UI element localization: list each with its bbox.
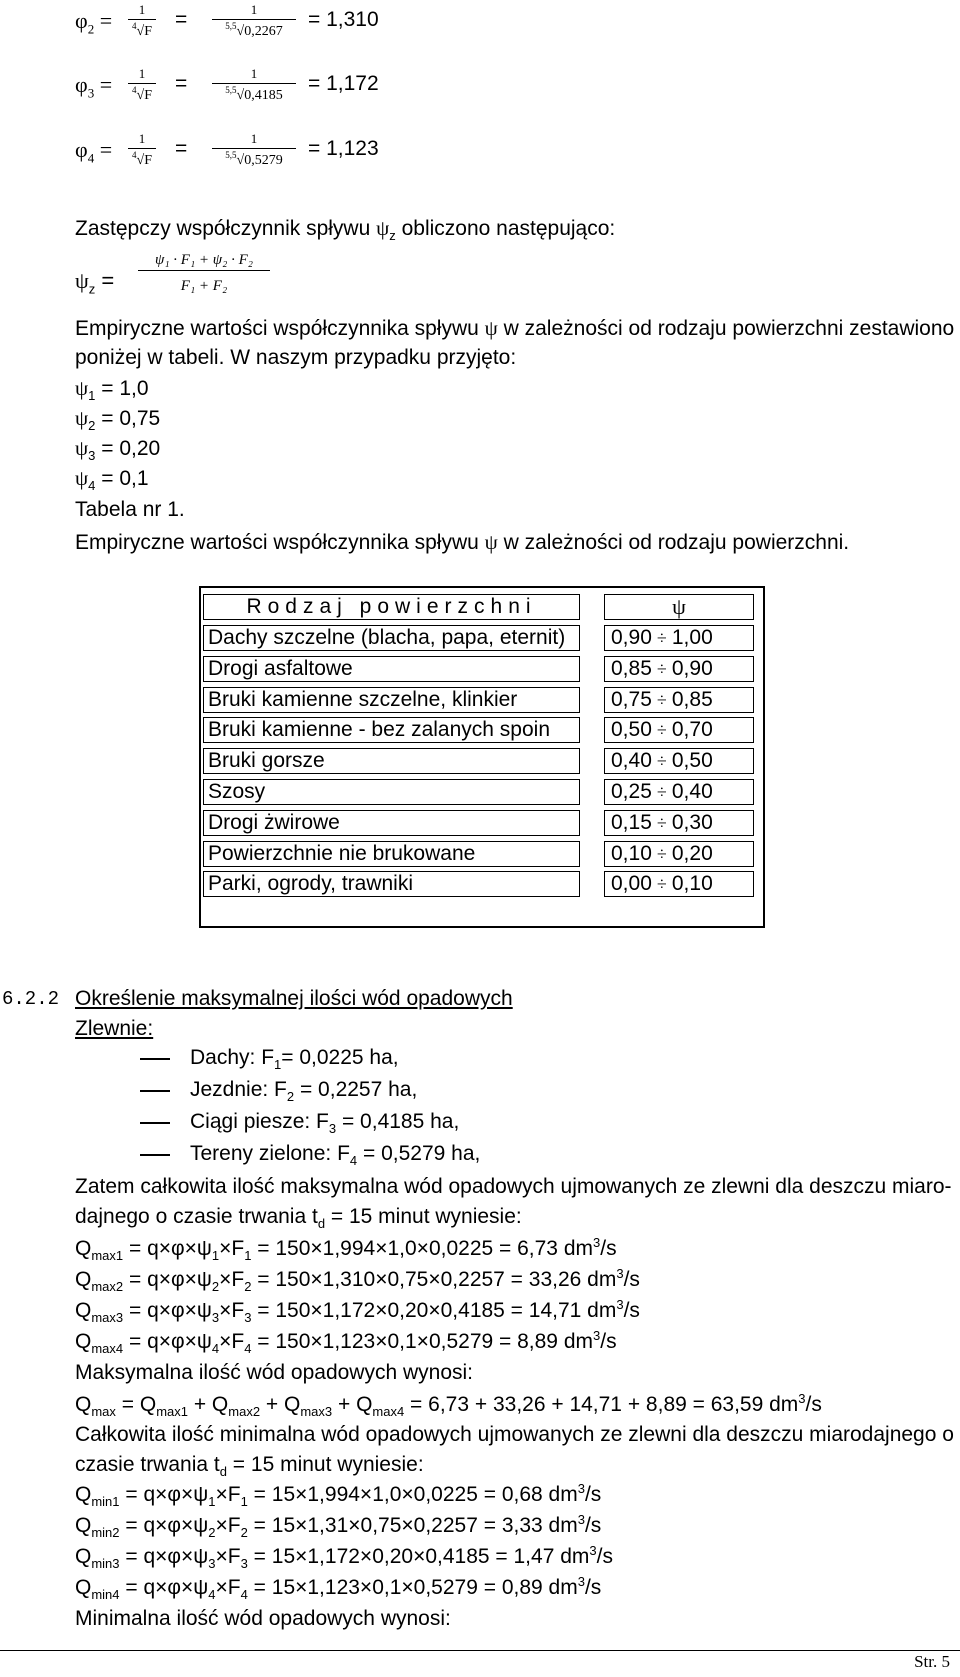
- divide-sign: ÷: [656, 782, 667, 802]
- psi-max: 0,30: [671, 810, 713, 834]
- zlewnia-item: Jezdnie: $F_2 = 0,2257$ ha,: [190, 1078, 418, 1105]
- psi-value-3: $\psi_3 = 0,20$: [75, 436, 161, 464]
- psi-min: 0,50: [611, 718, 652, 742]
- divide-sign: ÷: [656, 751, 667, 772]
- psi-range-cell: [604, 687, 754, 713]
- divide-sign: ÷: [656, 658, 667, 679]
- surface-type-cell: Bruki gorsze: [203, 748, 580, 774]
- paragraph-line: dajnego o czasie trwania $t_d = 15$ minut wyniesie:: [75, 1205, 522, 1232]
- fraction-right: $\frac{1}{^{5,5}√0,2267}$: [212, 2, 296, 40]
- fraction-left: $\frac{1}{^4√F}$: [128, 66, 156, 104]
- section-title: Określenie maksymalnej ilości wód opadowych: [75, 987, 513, 1010]
- surface-type-cell: Bruki kamienne szczelne, klinkier: [203, 687, 580, 713]
- psi-min: 0,10: [611, 841, 652, 865]
- page-number: Str. 5: [914, 1652, 950, 1671]
- divide-sign: ÷: [656, 720, 667, 741]
- psi-z-denominator: F₁ + F₂: [180, 278, 228, 294]
- equals-sign: =: [175, 8, 188, 31]
- table-number: Tabela nr 1.: [75, 498, 185, 521]
- psi-range-cell: [604, 625, 754, 651]
- q-min-formula: $Q_{min1} = q\times\varphi\times\psi_1\times F_1 = 15\times 1,994\times 1,0\times 0,0225 = 0,68$ $dm^3/s$: [75, 1481, 602, 1510]
- surface-type-cell: Drogi żwirowe: [203, 810, 580, 836]
- psi-min: 0,75: [611, 687, 652, 711]
- psi-range-cell: [604, 779, 754, 805]
- q-max-formula: $Q_{max1} = q\times\varphi\times\psi_1\times F_1 = 150\times 1,994\times 1,0\times 0,0225 = 6,73$ $dm^3/s$: [75, 1235, 617, 1264]
- header-psi: ψ: [604, 594, 754, 620]
- surface-type-cell: Parki, ogrody, trawniki: [203, 871, 580, 897]
- paragraph-line: Empiryczne wartości współczynnika spływu ψ w zależności od rodzaju powierzchni zestawiono: [75, 316, 955, 340]
- paragraph-line: Całkowita ilość minimalna wód opadowych ujmowanych ze zlewni dla deszczu miarodajnego o: [75, 1423, 954, 1446]
- surface-type-cell: Powierzchnie nie brukowane: [203, 841, 580, 867]
- max-total-label: Maksymalna ilość wód opadowych wynosi:: [75, 1361, 474, 1384]
- psi-range-cell: [604, 656, 754, 682]
- psi-min: 0,15: [611, 810, 652, 834]
- phi-subscript: 4: [87, 150, 95, 166]
- list-dash: [140, 1154, 170, 1156]
- max-total-formula: $Q_{max} = Q_{max1} + Q_{max2} + Q_{max3} + Q_{max4} = 6,73 + 33,26 + 14,71 + 8,89 = 63,59$ $dm^3/s$: [75, 1391, 822, 1420]
- phi-result: = 1,172: [308, 72, 379, 95]
- phi-symbol: φ: [75, 137, 88, 162]
- surface-type-cell: Drogi asfaltowe: [203, 656, 580, 682]
- q-max-formula: $Q_{max3} = q\times\varphi\times\psi_3\times F_3 = 150\times 1,172\times 0,20\times 0,4185 = 14,71$ $dm^3/s$: [75, 1297, 640, 1326]
- zlewnia-item: Ciągi piesze: $F_3 = 0,4185$ ha,: [190, 1110, 460, 1137]
- phi-result: = 1,123: [308, 137, 379, 160]
- psi-max: 0,10: [671, 872, 713, 896]
- psi-max: 0,40: [671, 780, 713, 803]
- surface-type-cell: Dachy szczelne (blacha, papa, eternit): [203, 625, 580, 651]
- psi-value-2: $\psi_2 = 0,75$: [75, 406, 161, 434]
- list-dash: [140, 1090, 170, 1092]
- psi-max: 0,90: [671, 656, 713, 680]
- q-min-formula: $Q_{min2} = q\times\varphi\times\psi_2\times F_2 = 15\times 1,31\times 0,75\times 0,2257 = 3,33$ $dm^3/s$: [75, 1512, 602, 1541]
- phi-symbol: φ: [75, 8, 88, 33]
- divide-sign: ÷: [656, 812, 667, 833]
- table-caption: Empiryczne wartości współczynnika spływu ψ w zależności od rodzaju powierzchni.: [75, 530, 850, 554]
- psi-max: 1,00: [671, 626, 713, 649]
- q-max-formula: $Q_{max4} = q\times\varphi\times\psi_4\times F_4 = 150\times 1,123\times 0,1\times 0,5279 = 8,89$ $dm^3/s$: [75, 1328, 617, 1357]
- list-dash: [140, 1122, 170, 1124]
- divide-sign: ÷: [656, 689, 667, 710]
- phi-result: = 1,310: [308, 8, 379, 31]
- phi-subscript: 2: [87, 21, 95, 37]
- phi-symbol: φ: [75, 72, 88, 97]
- psi-max: 0,50: [671, 749, 713, 773]
- psi-range-cell: [604, 717, 754, 743]
- surface-type-cell: Bruki kamienne - bez zalanych spoin: [203, 717, 580, 743]
- psi-min: 0,40: [611, 749, 652, 773]
- psi-value-1: $\psi_1 = 1,0$: [75, 376, 149, 404]
- section-number: 6.2.2: [2, 988, 60, 1010]
- divide-sign: ÷: [656, 874, 667, 895]
- psi-max: 0,85: [671, 687, 713, 711]
- min-total-label: Minimalna ilość wód opadowych wynosi:: [75, 1607, 451, 1630]
- phi-subscript: 3: [87, 85, 95, 101]
- zlewnia-item: Tereny zielone: $F_4 = 0,5279$ ha,: [190, 1142, 481, 1169]
- paragraph-line: Zatem całkowita ilość maksymalna wód opadowych ujmowanych ze zlewni dla deszczu miaro-: [75, 1175, 952, 1198]
- psi-min: 0,85: [611, 656, 652, 680]
- psi-min: 0,00: [611, 872, 652, 896]
- q-max-formula: $Q_{max2} = q\times\varphi\times\psi_2\times F_2 = 150\times 1,310\times 0,75\times 0,2257 = 33,26$ $dm^3/s$: [75, 1266, 640, 1295]
- zlewnie-label: Zlewnie:: [75, 1017, 154, 1040]
- psi-value-4: $\psi_4 = 0,1$: [75, 466, 149, 494]
- divide-sign: ÷: [656, 628, 667, 648]
- zlewnia-item: Dachy: $F_1= 0,0225$ ha,: [190, 1046, 399, 1073]
- fraction-right: $\frac{1}{^{5,5}√0,4185}$: [212, 66, 296, 104]
- paragraph-line: czasie trwania $t_d = 15$ minut wyniesie:: [75, 1453, 424, 1480]
- paragraph-line: poniżej w tabeli. W naszym przypadku przyjęto:: [75, 346, 517, 369]
- fraction-right: $\frac{1}{^{5,5}√0,5279}$: [212, 131, 296, 169]
- psi-range-cell: [604, 871, 754, 897]
- psi-range-cell: [604, 748, 754, 774]
- psi-min: 0,25: [611, 780, 652, 803]
- psi-max: 0,20: [671, 841, 713, 865]
- list-dash: [140, 1058, 170, 1060]
- psi-z-numerator: ψ₁ · F₁ + ψ₂ · F₂: [138, 252, 270, 271]
- fraction-left: $\frac{1}{^4√F}$: [128, 2, 156, 40]
- footer-divider: [0, 1650, 960, 1651]
- equals-sign: =: [175, 72, 188, 95]
- psi-max: 0,70: [671, 718, 713, 742]
- divide-sign: ÷: [656, 843, 667, 864]
- q-min-formula: $Q_{min4} = q\times\varphi\times\psi_4\times F_4 = 15\times 1,123\times 0,1\times 0,5279 = 0,89$ $dm^3/s$: [75, 1574, 602, 1603]
- psi-range-cell: [604, 841, 754, 867]
- header-surface-type: Rodzaj powierzchni: [203, 594, 580, 620]
- psi-min: 0,90: [611, 626, 652, 649]
- q-min-formula: $Q_{min3} = q\times\varphi\times\psi_3\times F_3 = 15\times 1,172\times 0,20\times 0,4185 = 1,47$ $dm^3/s$: [75, 1543, 613, 1572]
- fraction-left: $\frac{1}{^4√F}$: [128, 131, 156, 169]
- surface-type-cell: Szosy: [203, 779, 580, 805]
- psi-z-intro: Zastępczy współczynnik spływu $\psi_z$ obliczono następująco:: [75, 216, 616, 244]
- psi-range-cell: [604, 810, 754, 836]
- equals-sign: =: [175, 137, 188, 160]
